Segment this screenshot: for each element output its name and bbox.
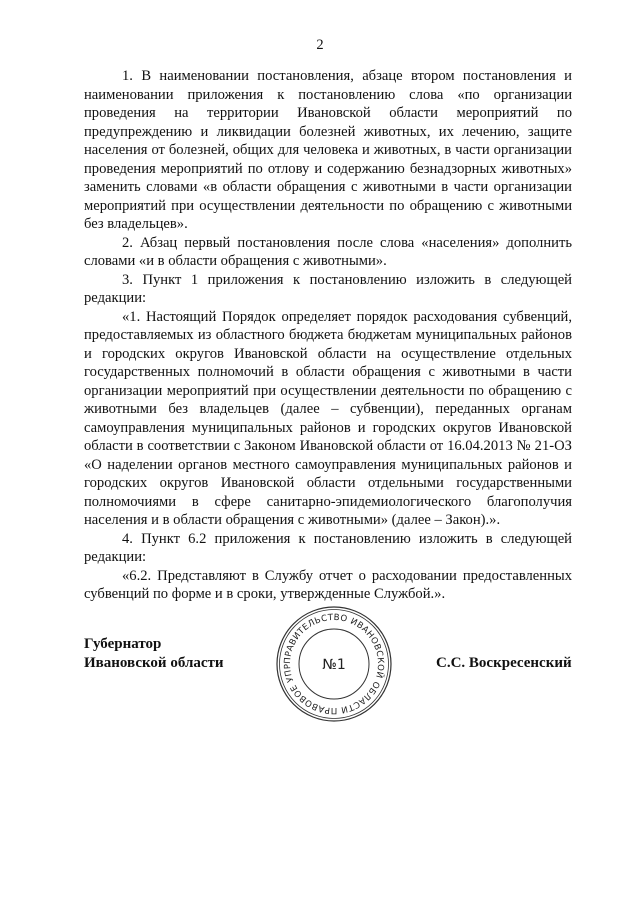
official-stamp (274, 604, 394, 724)
stamp-seal-icon (274, 604, 394, 724)
signatory-title-line1: Губернатор (84, 636, 162, 652)
paragraph-2: 2. Абзац первый постановления после слова «населения» дополнить словами «и в области обращения с животными». (84, 234, 572, 269)
stamp-number: №1 (322, 657, 346, 673)
stamp-ring-text: ПРАВИТЕЛЬСТВО ИВАНОВСКОЙ ОБЛАСТИ ПРАВОВОЕ УПР (282, 612, 386, 716)
paragraph-5: 4. Пункт 6.2 приложения к постановлению изложить в следующей редакции: (84, 530, 572, 565)
signatory-title (84, 635, 224, 673)
document-body (84, 67, 572, 604)
paragraph-6: «6.2. Представляют в Службу отчет о расходовании предоставленных субвенций по форме и в сроки, утвержденные Службой.». (84, 567, 572, 602)
paragraph-1: 1. В наименовании постановления, абзаце втором постановления и наименовании приложения к постановлению слова «по организации проведения на территории Ивановской области мероприятий по предупреждению и ликвидации болезней животных, их лечению, защите населения от болезней, общих для человека и животных, в части организации проведения мероприятий по отлову и содержанию безнадзорных животных» заменить словами «в области обращения с животными в части организации мероприятий при осуществлении деятельности по обращению с животными без владельцев». (84, 68, 572, 232)
signatory-title-line2: Ивановской области (84, 655, 224, 671)
signatory-name: С.С. Воскресенский (436, 655, 572, 671)
page-number: 2 (316, 37, 324, 53)
paragraph-3: 3. Пункт 1 приложения к постановлению изложить в следующей редакции: (84, 271, 572, 306)
paragraph-4: «1. Настоящий Порядок определяет порядок расходования субвенций, предоставляемых из областного бюджета бюджетам муниципальных районов и городских округов Ивановской области на осуществление отдельных государственных полномочий в области обращения с животными в части организации мероприятий при осуществлении деятельности по обращению с животными без владельцев (далее – субвенции), переданных органам самоуправления муниципальных районов и городских округов Ивановской области в соответствии с Законом Ивановской области от 16.04.2013 № 21-ОЗ «О наделении органов местного самоуправления муниципальных районов и городских округов Ивановской области отдельными государственными полномочиями в сфере санитарно-эпидемиологического благополучия населения и в области обращения с животными» (далее – Закон).». (84, 308, 572, 528)
